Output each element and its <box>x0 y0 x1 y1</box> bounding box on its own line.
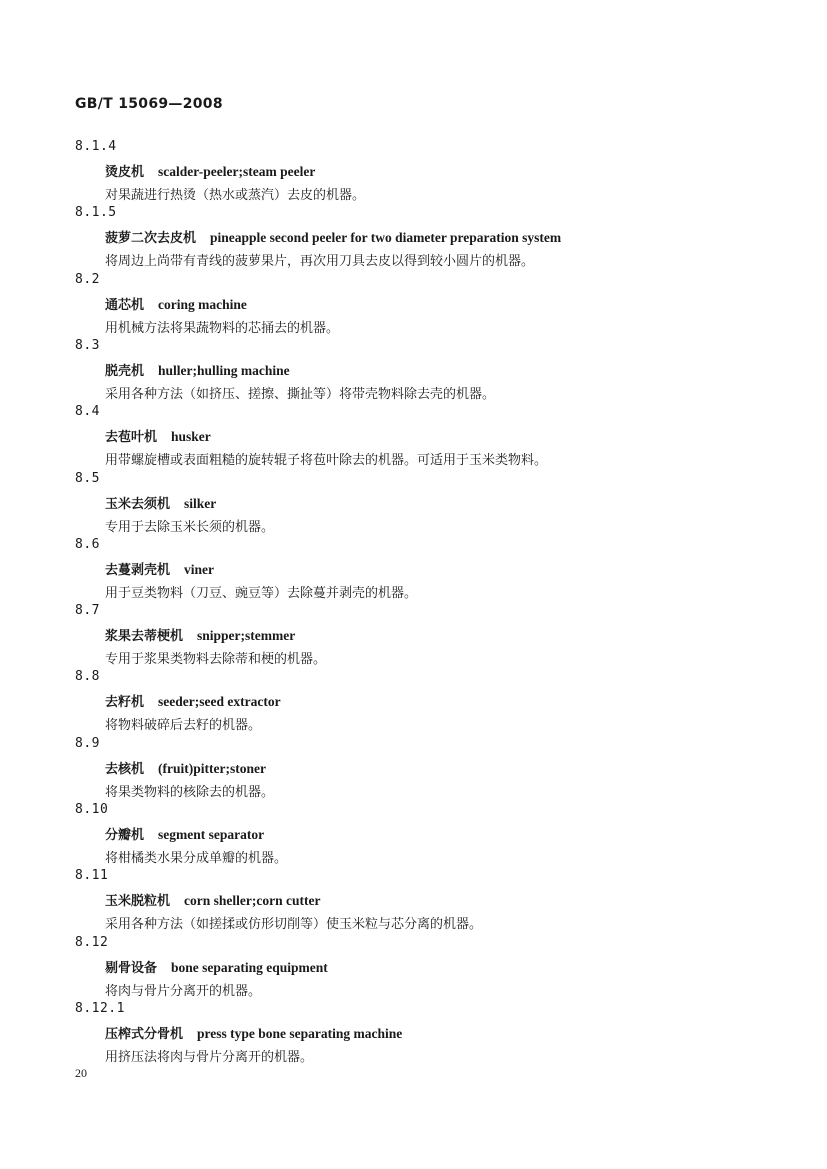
term-english: press type bone separating machine <box>197 1025 403 1041</box>
term-chinese: 剔骨设备 <box>105 960 158 976</box>
term-chinese: 去苞叶机 <box>105 430 158 446</box>
term-definition: 将周边上尚带有青线的菠萝果片，再次用刀具去皮以得到较小圆片的机器。 <box>105 254 535 270</box>
term-definition: 用带螺旋槽或表面粗糙的旋转辊子将苞叶除去的机器。可适用于玉米类物料。 <box>105 453 548 469</box>
clause-number: 8.3 <box>75 337 100 353</box>
term-chinese: 菠萝二次去皮机 <box>105 231 197 247</box>
term-definition: 专用于浆果类物料去除蒂和梗的机器。 <box>105 652 327 668</box>
term-english: corn sheller;corn cutter <box>184 893 321 909</box>
term-definition: 对果蔬进行热烫（热水或蒸汽）去皮的机器。 <box>105 188 366 203</box>
term-definition: 专用于去除玉米长须的机器。 <box>105 519 275 535</box>
standard-code-header: GB/T 15069—2008 <box>75 96 223 112</box>
term-english: silker <box>184 495 217 511</box>
clause-number: 8.2 <box>75 271 100 287</box>
term-definition: 用机械方法将果蔬物料的芯捅去的机器。 <box>105 320 340 336</box>
term-heading <box>105 1023 402 1042</box>
term-heading <box>105 957 328 976</box>
term-english: husker <box>171 429 211 445</box>
term-chinese: 去籽机 <box>105 695 145 711</box>
clause-number: 8.1.4 <box>75 139 117 154</box>
clause-number: 8.12.1 <box>75 1000 125 1016</box>
clause-number: 8.6 <box>75 536 100 552</box>
term-chinese: 玉米脱粒机 <box>105 894 171 910</box>
term-heading <box>105 294 247 313</box>
term-english: snipper;stemmer <box>197 628 296 644</box>
term-heading <box>105 426 211 445</box>
term-english: huller;hulling machine <box>158 362 290 378</box>
term-heading <box>105 227 561 246</box>
term-definition: 用挤压法将肉与骨片分离开的机器。 <box>105 1049 314 1065</box>
term-chinese: 浆果去蒂梗机 <box>105 629 184 645</box>
term-definition: 将肉与骨片分离开的机器。 <box>105 983 262 999</box>
term-chinese: 烫皮机 <box>105 165 145 180</box>
term-english: seeder;seed extractor <box>158 694 281 710</box>
clause-number: 8.8 <box>75 669 100 685</box>
clause-number: 8.5 <box>75 470 100 486</box>
clause-number: 8.4 <box>75 404 100 420</box>
term-english: viner <box>184 561 215 577</box>
term-chinese: 玉米去须机 <box>105 496 171 512</box>
term-heading <box>105 559 214 578</box>
term-definition: 采用各种方法（如挤压、搓擦、撕扯等）将带壳物料除去壳的机器。 <box>105 386 496 402</box>
term-heading <box>105 758 266 777</box>
clause-number: 8.10 <box>75 802 109 817</box>
term-english: pineapple second peeler for two diameter preparation system <box>210 230 562 246</box>
clause-number: 8.9 <box>75 735 100 751</box>
term-english: bone separating equipment <box>171 959 328 975</box>
term-english: coring machine <box>158 296 247 312</box>
term-heading <box>105 824 264 843</box>
term-chinese: 通芯机 <box>105 297 145 313</box>
clause-number: 8.7 <box>75 603 100 619</box>
term-english: scalder-peeler;steam peeler <box>158 164 316 179</box>
clause-number: 8.1.5 <box>75 205 117 221</box>
page-number: 20 <box>75 1066 87 1080</box>
clause-number: 8.12 <box>75 934 109 950</box>
term-chinese: 脱壳机 <box>105 363 145 379</box>
term-heading <box>105 161 315 180</box>
term-definition: 将物料破碎后去籽的机器。 <box>105 718 262 734</box>
term-definition: 将柑橘类水果分成单瓣的机器。 <box>105 851 288 866</box>
term-heading <box>105 493 216 512</box>
term-chinese: 去蔓剥壳机 <box>105 562 171 578</box>
term-heading <box>105 890 320 909</box>
term-chinese: 压榨式分骨机 <box>105 1026 184 1042</box>
term-heading <box>105 691 281 710</box>
term-english: segment separator <box>158 827 265 842</box>
term-english: (fruit)pitter;stoner <box>158 760 266 776</box>
term-chinese: 去核机 <box>105 761 145 777</box>
term-definition: 用于豆类物料（刀豆、豌豆等）去除蔓并剥壳的机器。 <box>105 585 418 601</box>
term-definition: 将果类物料的核除去的机器。 <box>105 784 275 800</box>
term-definition: 采用各种方法（如搓揉或仿形切削等）使玉米粒与芯分离的机器。 <box>105 917 483 933</box>
clause-number: 8.11 <box>75 868 109 884</box>
term-heading <box>105 625 295 644</box>
term-heading <box>105 360 290 379</box>
term-chinese: 分瓣机 <box>105 828 145 843</box>
